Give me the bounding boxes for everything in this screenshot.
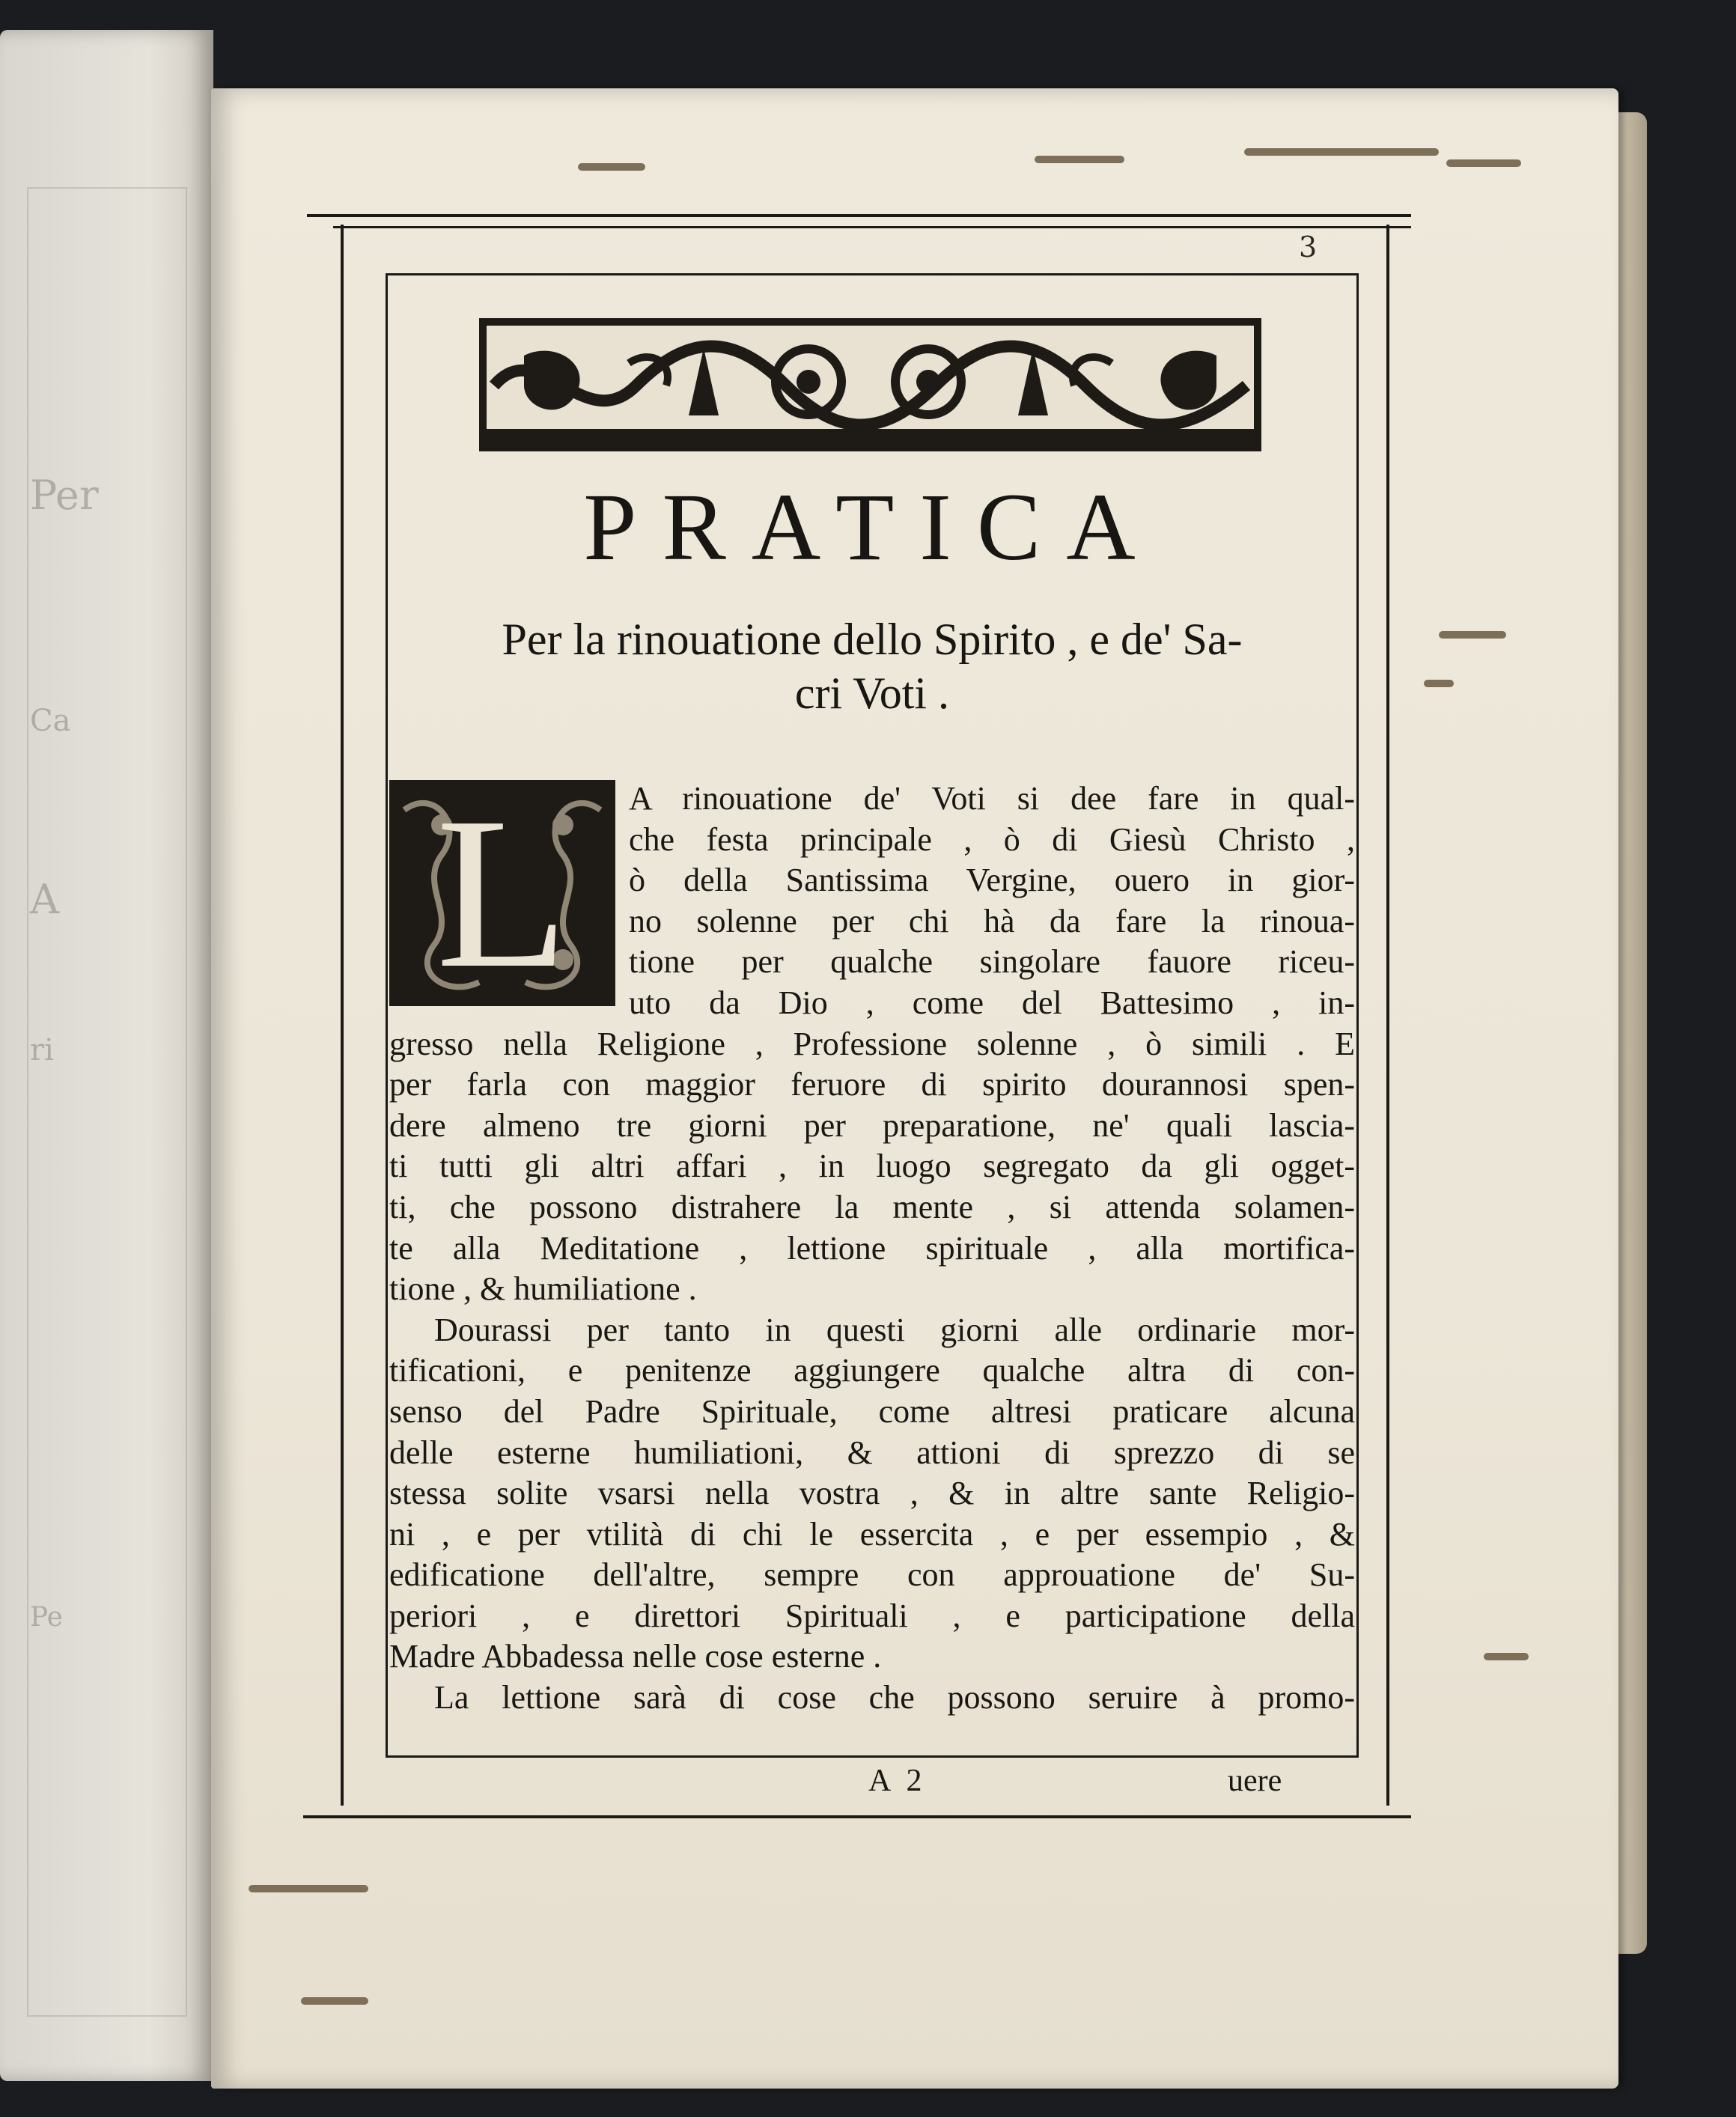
text-line: ni , e per vtilità di chi le essercita , e per essempio , & [389, 1515, 1355, 1553]
text-line: te alla Meditatione , lettione spirituale , alla mortifica- [389, 1229, 1355, 1267]
text-line: stessa solite vsarsi nella vostra , & in altre sante Religio- [389, 1475, 1355, 1512]
inner-left-rule [386, 273, 388, 1755]
text-line: ti, che possono distrahere la mente , si attenda solamen- [389, 1188, 1355, 1225]
text-line: edificatione dell'altre, sempre con approuatione de' Su- [389, 1556, 1355, 1594]
text-line: A rinouatione de' Voti si dee fare in qual- [629, 780, 1355, 817]
left-page [0, 30, 213, 2081]
inner-right-rule [1356, 273, 1359, 1755]
left-page-ghost-text: A [30, 876, 59, 923]
text-line: senso del Padre Spirituale, come altresi praticare alcuna [389, 1392, 1355, 1430]
subtitle-line: cri Voti . [794, 668, 950, 718]
top-rule [307, 214, 1411, 217]
inner-bottom-rule [386, 1755, 1359, 1758]
text-line: ti tutti gli altri affari , in luogo segregato da gli ogget- [389, 1148, 1355, 1185]
text-line: dere almeno tre giorni per preparatione, ne' quali lascia- [389, 1106, 1355, 1144]
page-number: 3 [1299, 231, 1318, 264]
text-line: Dourassi per tanto in questi giorni alle ordinarie mor- [434, 1311, 1355, 1348]
ornamental-headpiece [479, 318, 1261, 451]
subtitle-line: Per la rinouatione dello Spirito , e de' Sa- [502, 615, 1243, 664]
text-line: tificationi, e penitenze aggiungere qualche altra di con- [389, 1352, 1355, 1389]
signature-mark: A 2 [868, 1764, 927, 1798]
text-line: tione , & humiliatione . [389, 1270, 697, 1308]
text-line: gresso nella Religione , Professione solenne , ò simili . E [389, 1025, 1355, 1062]
body-text [389, 773, 1355, 1719]
wormhole [578, 163, 645, 171]
text-line: ò della Santissima Vergine, ouero in gior- [629, 862, 1355, 899]
wormhole [301, 1997, 368, 2005]
text-line: tione per qualche singolare fauore riceu- [629, 943, 1355, 981]
wormhole [1424, 680, 1454, 687]
text-line: no solenne per chi hà da fare la rinoua- [629, 902, 1355, 939]
inner-top-rule [386, 273, 1359, 275]
wormhole [1439, 631, 1506, 639]
catchword: uere [1228, 1764, 1282, 1798]
left-page-ghost-text: Ca [30, 704, 71, 738]
page-subtitle [386, 612, 1359, 720]
wormhole [249, 1885, 368, 1892]
text-line: delle esterne humiliationi, & attioni di sprezzo di se [389, 1434, 1355, 1471]
left-page-frame [27, 187, 187, 2017]
wormhole [1446, 159, 1521, 167]
text-line: Madre Abbadessa nelle cose esterne . [389, 1638, 882, 1675]
wormhole [1244, 148, 1439, 156]
left-page-ghost-text: ri [30, 1033, 54, 1067]
text-line: periori , e direttori Spirituali , e participatione della [389, 1597, 1355, 1634]
text-line: per farla con maggior feruore di spirito dourannosi spen- [389, 1066, 1355, 1103]
left-page-ghost-text: Pe [30, 1602, 63, 1633]
text-line: che festa principale , ò di Giesù Christo , [629, 820, 1355, 858]
page-title: PRATICA [583, 474, 1161, 580]
left-frame-rule [341, 225, 344, 1806]
initial-letter: L [436, 773, 569, 1013]
left-page-ghost-text: Per [30, 472, 99, 519]
wormhole [1035, 156, 1124, 163]
text-line: La lettione sarà di cose che possono seruire à promo- [434, 1679, 1355, 1717]
bottom-rule [303, 1815, 1411, 1818]
top-rule-inner [333, 226, 1411, 228]
wormhole [1484, 1653, 1529, 1660]
text-line: uto da Dio , come del Battesimo , in- [629, 984, 1355, 1021]
right-frame-rule [1386, 225, 1389, 1806]
